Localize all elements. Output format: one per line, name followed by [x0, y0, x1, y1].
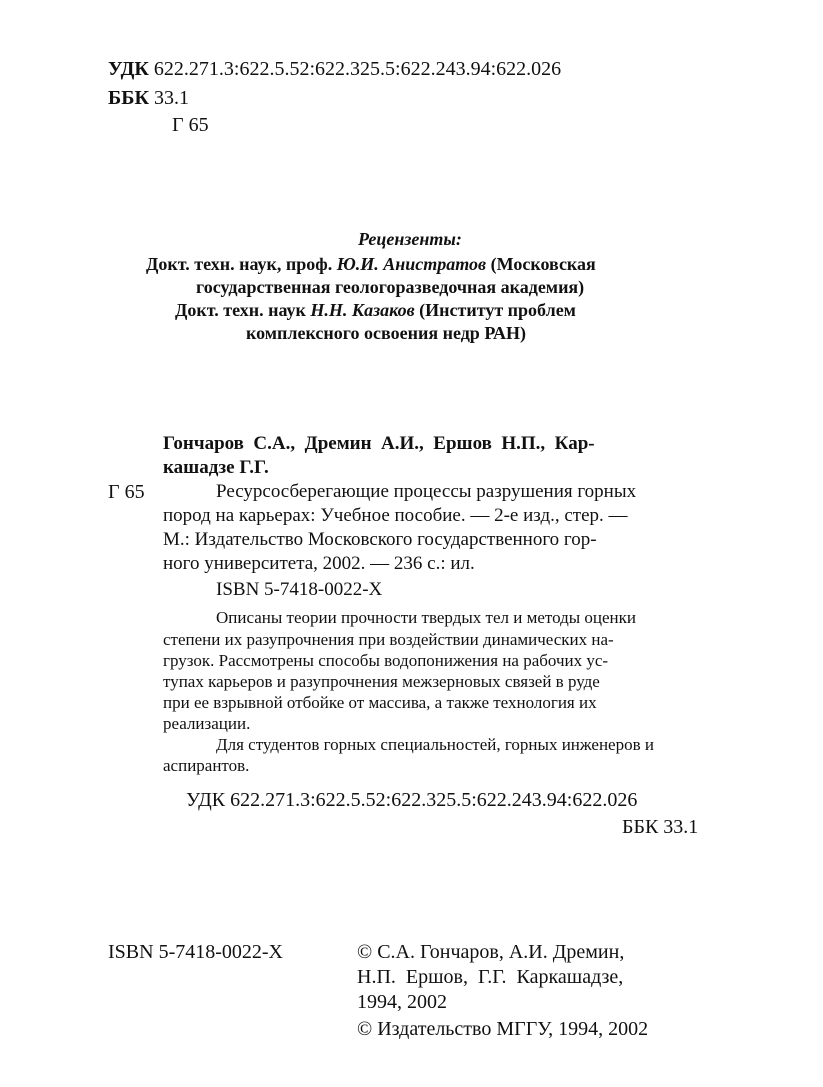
reviewer-1-name: Ю.И. Анистратов [336, 254, 487, 274]
footer-isbn: ISBN 5-7418-0022-X [108, 941, 283, 963]
catalog-mark: Г 65 [108, 481, 145, 503]
bbk-top [108, 87, 189, 110]
udk-label: УДК [108, 58, 149, 80]
bbk-label: ББК [108, 87, 149, 109]
catalog-title-line4: ного университета, 2002. — 236 с.: ил. [163, 553, 475, 574]
udk-top [108, 58, 561, 81]
copyright-authors-line3: 1994, 2002 [357, 991, 447, 1013]
reviewer-1-prefix: Докт. техн. наук, проф. [146, 254, 333, 274]
reviewer-1-line2: государственная геологоразведочная академия) [196, 277, 585, 297]
udk-value: 622.271.3:622.5.52:622.325.5:622.243.94:622.026 [153, 58, 562, 80]
reviewer-1-suffix: (Московская [490, 254, 596, 274]
abstract-line6: реализации. [163, 714, 251, 733]
copyright-authors-line2: Н.П. Ершов, Г.Г. Каркашадзе, [357, 966, 624, 988]
abstract-line4: тупах карьеров и разупрочнения межзерновых связей в руде [163, 672, 600, 691]
abstract-line2: степени их разупрочнения при воздействии динамических на- [163, 630, 614, 649]
catalog-title-line3: М.: Издательство Московского государственного гор- [163, 529, 597, 550]
reviewer-2-line1 [175, 300, 576, 321]
audience-line1: Для студентов горных специальностей, горных инженеров и [216, 735, 654, 754]
catalog-udk: УДК 622.271.3:622.5.52:622.325.5:622.243.94:622.026 [186, 789, 638, 811]
copyright-publisher: © Издательство МГГУ, 1994, 2002 [357, 1018, 649, 1040]
reviewer-2-line2: комплексного освоения недр РАН) [246, 323, 527, 343]
audience-line2: аспирантов. [163, 756, 250, 775]
catalog-title-line2: пород на карьерах: Учебное пособие. — 2-е изд., стер. — [163, 505, 628, 526]
reviewer-2-prefix: Докт. техн. наук [175, 300, 306, 320]
reviewer-2-suffix: (Институт проблем [419, 300, 576, 320]
catalog-bbk: ББК 33.1 [622, 816, 699, 838]
catalog-isbn: ISBN 5-7418-0022-X [216, 579, 383, 600]
abstract-line5: при ее взрывной отбойке от массива, а также технология их [163, 693, 597, 712]
bbk-value: 33.1 [153, 87, 189, 109]
abstract-line3: грузок. Рассмотрены способы водопонижения на рабочих ус- [163, 651, 609, 670]
abstract-line1: Описаны теории прочности твердых тел и методы оценки [216, 608, 637, 627]
author-mark-top: Г 65 [172, 114, 209, 136]
copyright-authors-line1: © С.А. Гончаров, А.И. Дремин, [357, 941, 625, 963]
catalog-title-line1: Ресурсосберегающие процессы разрушения горных [216, 481, 637, 502]
reviewer-1-line1 [146, 254, 596, 275]
reviewer-2-name: Н.Н. Казаков [310, 300, 415, 320]
catalog-authors-line2: кашадзе Г.Г. [163, 457, 269, 478]
reviewers-heading: Рецензенты: [358, 229, 462, 249]
catalog-authors-line1: Гончаров С.А., Дремин А.И., Ершов Н.П., Кар- [163, 433, 595, 454]
